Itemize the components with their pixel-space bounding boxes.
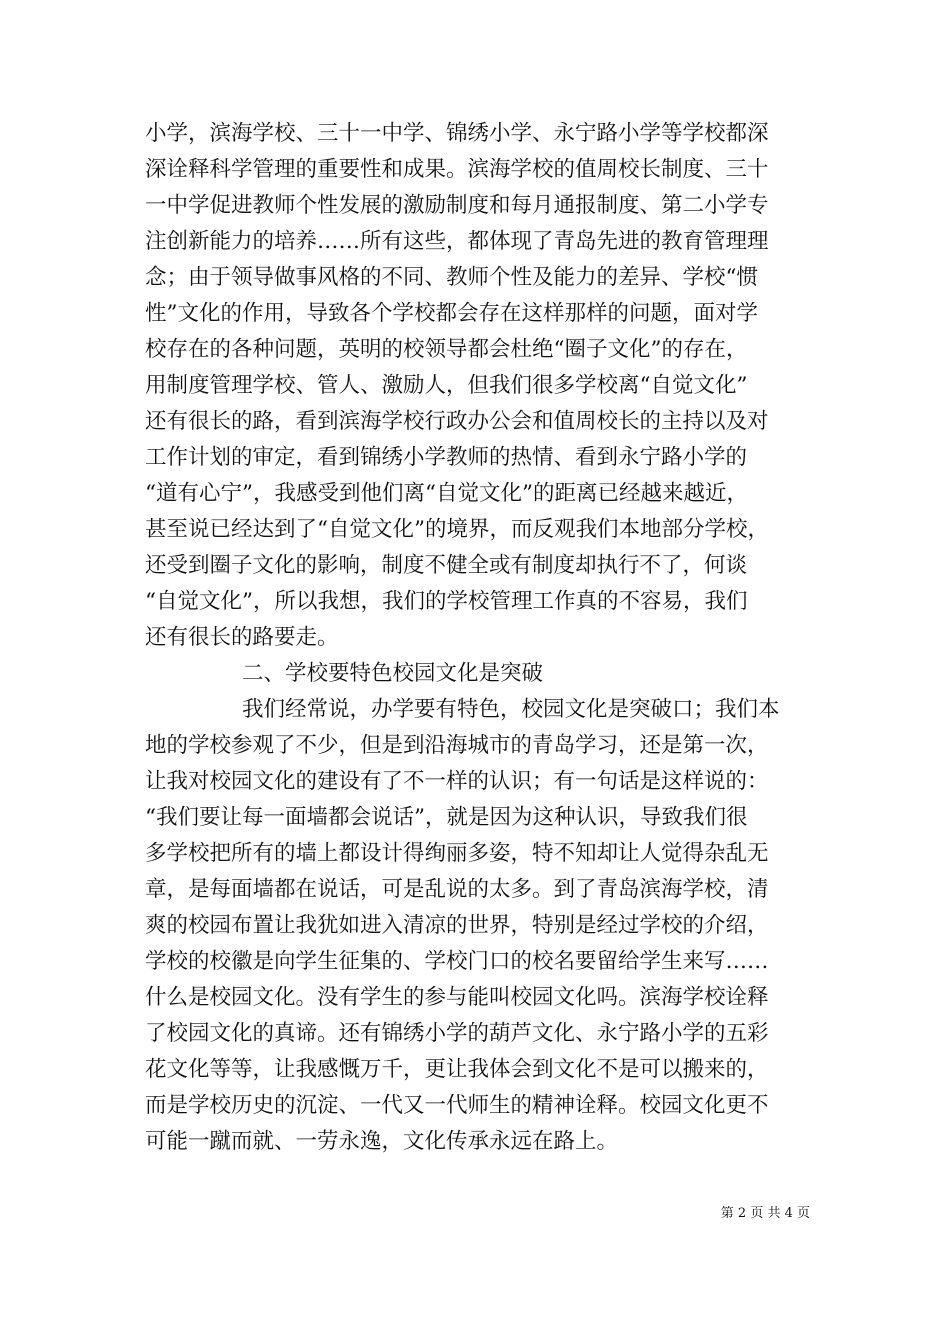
paragraph-line: 还有很长的路要走。 [145, 625, 339, 650]
paragraph-line: 我们经常说，办学要有特色，校园文化是突破口；我们本 [242, 697, 780, 722]
page-number: 第 2 页 共 4 页 [720, 1206, 810, 1221]
paragraph-line: 而是学校历史的沉淀、一代又一代师生的精神诠释。校园文化更不 [145, 1093, 769, 1118]
paragraph-line: 多学校把所有的墙上都设计得绚丽多姿，特不知却让人觉得杂乱无 [145, 841, 769, 866]
paragraph-line: 性”文化的作用，导致各个学校都会存在这样那样的问题，面对学 [145, 301, 758, 326]
paragraph-line: 章，是每面墙都在说话，可是乱说的太多。到了青岛滨海学校，清 [145, 877, 769, 902]
paragraph-line: 还有很长的路，看到滨海学校行政办公会和值周校长的主持以及对 [145, 409, 769, 434]
paragraph-line: 注创新能力的培养……所有这些，都体现了青岛先进的教育管理理 [145, 229, 769, 254]
paragraph-line: 花文化等等，让我感慨万千，更让我体会到文化不是可以搬来的， [145, 1057, 769, 1082]
paragraph-line: 念；由于领导做事风格的不同、教师个性及能力的差异、学校“惯 [145, 265, 758, 290]
paragraph-line: “我们要让每一面墙都会说话”，就是因为这种认识，导致我们很 [145, 805, 748, 830]
paragraph-2 [145, 692, 815, 1160]
paragraph-line: 地的学校参观了不少，但是到沿海城市的青岛学习，还是第一次， [145, 733, 769, 758]
paragraph-line: 什么是校园文化。没有学生的参与能叫校园文化吗。滨海学校诠释 [145, 985, 769, 1010]
paragraph-line: 了校园文化的真谛。还有锦绣小学的葫芦文化、永宁路小学的五彩 [145, 1021, 769, 1046]
paragraph-line: 还受到圈子文化的影响，制度不健全或有制度却执行不了，何谈 [145, 553, 748, 578]
paragraph-line: 小学，滨海学校、三十一中学、锦绣小学、永宁路小学等学校都深 [145, 121, 769, 146]
paragraph-line: 工作计划的审定，看到锦绣小学教师的热情、看到永宁路小学的 [145, 445, 748, 470]
paragraph-line: “自觉文化”，所以我想，我们的学校管理工作真的不容易，我们 [145, 589, 748, 614]
paragraph-1 [145, 116, 815, 656]
paragraph-line: 用制度管理学校、管人、激励人，但我们很多学校离“自觉文化” [145, 373, 748, 398]
paragraph-line: 甚至说已经达到了“自觉文化”的境界，而反观我们本地部分学校， [145, 517, 769, 542]
section-heading: 二、学校要特色校园文化是突破 [242, 661, 544, 686]
paragraph-line: 学校的校徽是向学生征集的、学校门口的校名要留给学生来写…… [145, 949, 769, 974]
paragraph-line: 让我对校园文化的建设有了不一样的认识；有一句话是这样说的： [145, 769, 769, 794]
paragraph-line: 深诠释科学管理的重要性和成果。滨海学校的值周校长制度、三十 [145, 157, 769, 182]
paragraph-line: “道有心宁”，我感受到他们离“自觉文化”的距离已经越来越近， [145, 481, 748, 506]
paragraph-line: 校存在的各种问题，英明的校领导都会杜绝“圈子文化”的存在， [145, 337, 748, 362]
document-body [145, 116, 815, 1160]
paragraph-line: 可能一蹴而就、一劳永逸，文化传承永远在路上。 [145, 1129, 619, 1154]
paragraph-line: 爽的校园布置让我犹如进入清凉的世界，特别是经过学校的介绍， [145, 913, 769, 938]
paragraph-line: 一中学促进教师个性发展的激励制度和每月通报制度、第二小学专 [145, 193, 769, 218]
